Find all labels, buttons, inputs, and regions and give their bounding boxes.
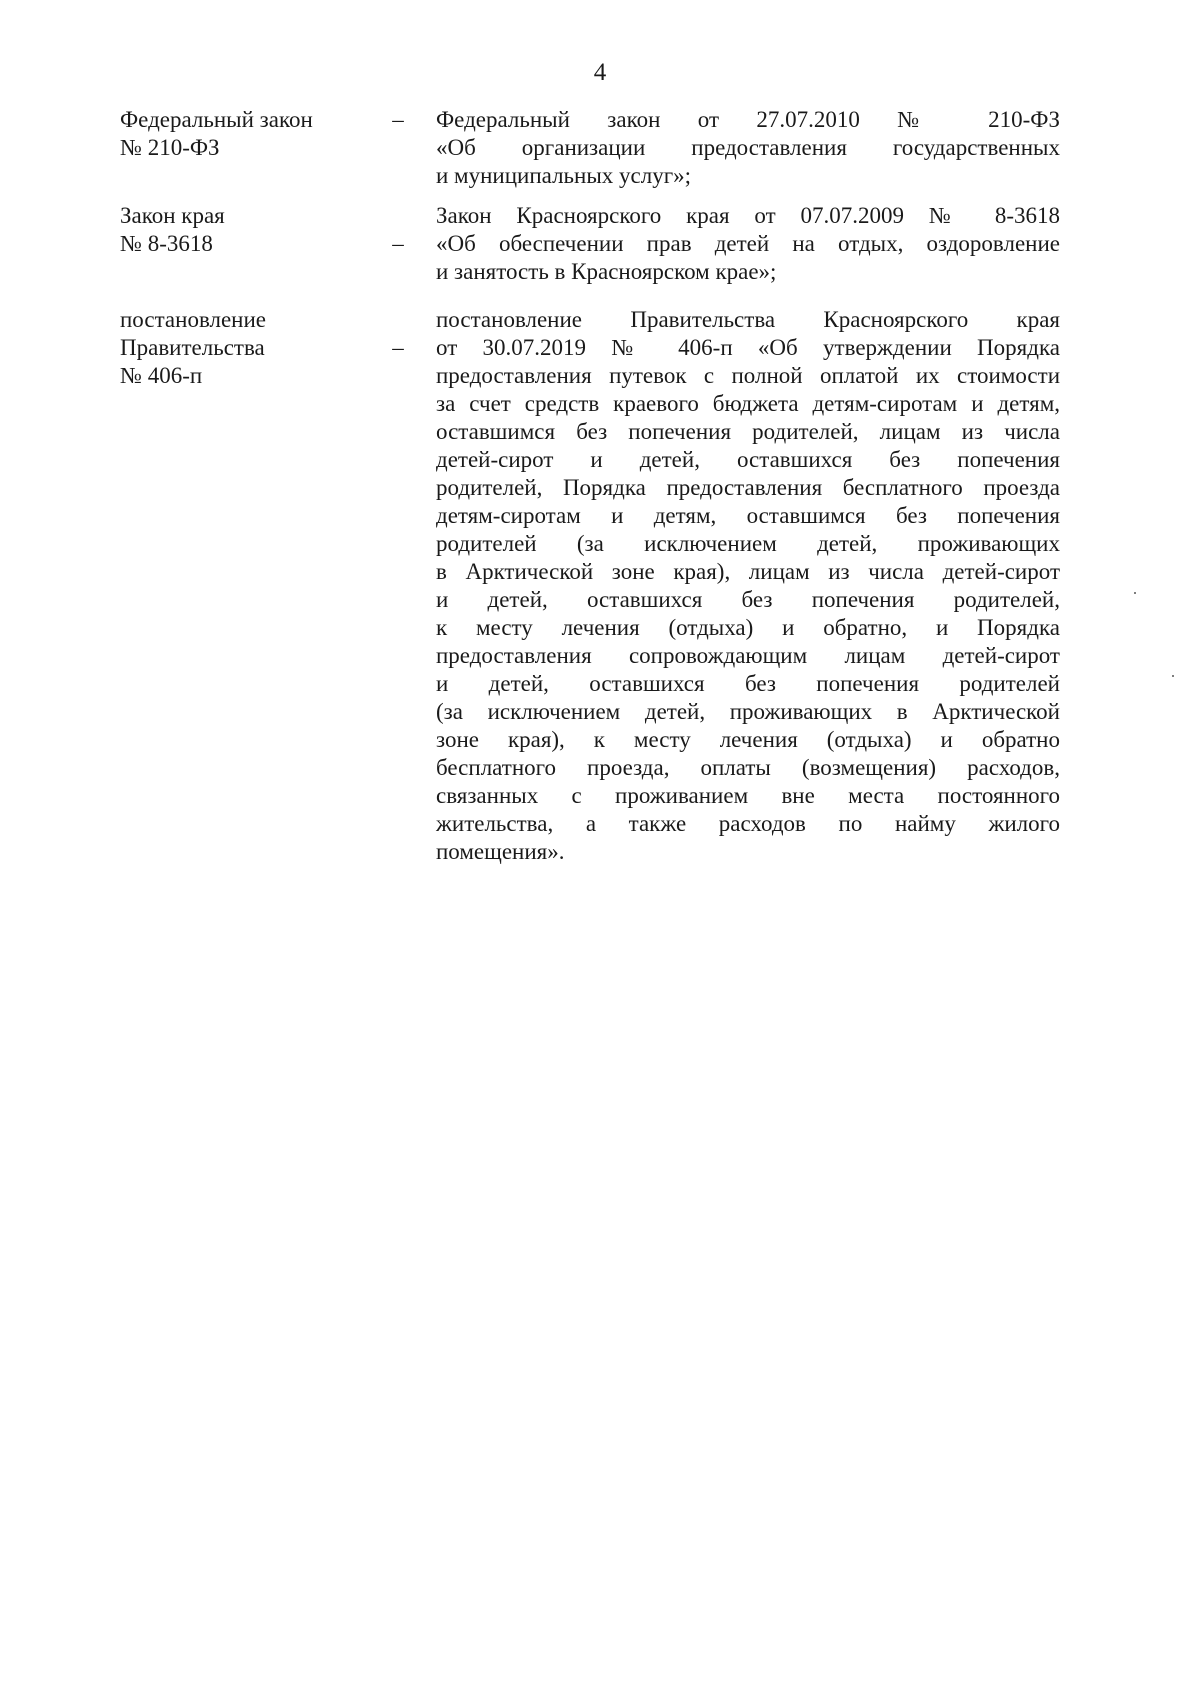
entry-definition-line: постановление Правительства Красноярского края [436,307,1060,332]
entry-dash: – [392,231,404,256]
entry-definition-line: родителей (за исключением детей, проживающих [436,531,1060,556]
entry-definition-line: зоне края), к месту лечения (отдыха) и обратно [436,727,1060,752]
entry-term-line: Закон края [120,203,225,228]
entry-definition-line: детей-сирот и детей, оставшихся без попечения [436,447,1060,472]
entry-definition-line: детям-сиротам и детям, оставшимся без попечения [436,503,1060,528]
entry-definition-line: за счет средств краевого бюджета детям-сиротам и детям, [436,391,1060,416]
entry-definition-line: и муниципальных услуг»; [436,163,692,188]
entry-definition-line: (за исключением детей, проживающих в Арктической [436,699,1060,724]
entry-definition-line: помещения». [436,839,565,864]
entry-term-line: № 406-п [120,363,203,388]
entry-definition-line: в Арктической зоне края), лицам из числа детей-сирот [436,559,1060,584]
entry-term-line: постановление [120,307,267,332]
entry-definition-line: от 30.07.2019 № 406-п «Об утверждении Порядка [436,335,1060,360]
entry-definition-line: оставшимся без попечения родителей, лицам из числа [436,419,1060,444]
entry-definition-line: Федеральный закон от 27.07.2010 № 210-ФЗ [436,107,1060,132]
entry-definition-line: жительства, а также расходов по найму жилого [436,811,1060,836]
entry-definition [436,202,1060,286]
entry-definition-line: «Об обеспечении прав детей на отдых, оздоровление [436,231,1060,256]
entry-definition-line: родителей, Порядка предоставления бесплатного проезда [436,475,1060,500]
entry-definition [436,106,1060,190]
entry-definition-line: и детей, оставшихся без попечения родителей, [436,587,1060,612]
scan-speck [1172,675,1174,677]
entry-dash: – [392,335,404,360]
entry-definition [436,306,1060,866]
entry-term [120,202,350,258]
entry-definition-line: Закон Красноярского края от 07.07.2009 № 8-3618 [436,203,1060,228]
page-number: 4 [593,59,607,86]
entry-definition-line: «Об организации предоставления государственных [436,135,1060,160]
entry-term-line: Правительства [120,335,265,360]
entry-term-line: Федеральный закон [120,107,313,132]
entry-dash: – [392,107,404,132]
entry-definition-line: к месту лечения (отдыха) и обратно, и Порядка [436,615,1060,640]
entry-term [120,306,350,390]
entry-definition-line: бесплатного проезда, оплаты (возмещения) расходов, [436,755,1060,780]
entry-term-line: № 8-3618 [120,231,213,256]
entry-definition-line: связанных с проживанием вне места постоянного [436,783,1060,808]
entry-definition-line: и детей, оставшихся без попечения родителей [436,671,1060,696]
entry-definition-line: и занятость в Красноярском крае»; [436,259,777,284]
scan-speck [1134,592,1136,594]
entry-term-line: № 210-ФЗ [120,135,220,160]
entry-term [120,106,350,162]
entry-definition-line: предоставления сопровождающим лицам детей-сирот [436,643,1060,668]
entry-definition-line: предоставления путевок с полной оплатой их стоимости [436,363,1060,388]
